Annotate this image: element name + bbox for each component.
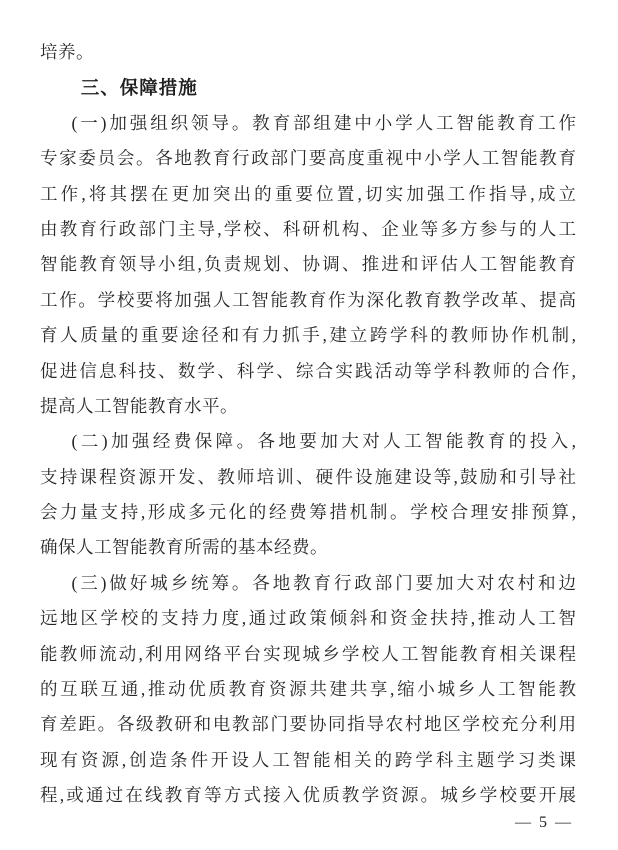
paragraph-start-line: (一)加强组织领导。教育部组建中小学人工智能教育工作	[71, 112, 576, 133]
text-line: 智能教育领导小组,负责规划、协调、推进和评估人工智能教育	[40, 254, 576, 275]
paragraph-end-line: 培养。	[40, 42, 94, 62]
text-line: 的互联互通,推动优质教育资源共建共享,缩小城乡人工智能教	[40, 679, 576, 700]
paragraph-end-line: 确保人工智能教育所需的基本经费。	[40, 537, 328, 558]
text-line: 工作。学校要将加强人工智能教育作为深化教育教学改革、提高	[40, 289, 576, 310]
page-number: — 5 —	[515, 814, 573, 831]
paragraph-end-line: 提高人工智能教育水平。	[40, 395, 238, 416]
paragraph-start-line: (二)加强经费保障。各地要加大对人工智能教育的投入,	[71, 431, 576, 452]
text-line: 促进信息科技、数学、科学、综合实践活动等学科教师的合作,	[40, 360, 576, 381]
text-line: 程,或通过在线教育等方式接入优质教学资源。城乡学校要开展	[40, 785, 576, 806]
text-line: 远地区学校的支持力度,通过政策倾斜和资金扶持,推动人工智	[40, 608, 576, 629]
section-heading: 三、保障措施	[80, 77, 198, 99]
text-line: 支持课程资源开发、教师培训、硬件设施建设等,鼓励和引导社	[40, 466, 576, 487]
text-line: 专家委员会。各地教育行政部门要高度重视中小学人工智能教育	[40, 148, 576, 169]
paragraph-start-line: (三)做好城乡统筹。各地教育行政部门要加大对农村和边	[71, 572, 576, 593]
text-line: 能教师流动,利用网络平台实现城乡学校人工智能教育相关课程	[40, 643, 576, 664]
text-line: 会力量支持,形成多元化的经费筹措机制。学校合理安排预算,	[40, 502, 576, 523]
text-line: 工作,将其摆在更加突出的重要位置,切实加强工作指导,成立	[40, 183, 576, 204]
text-line: 由教育行政部门主导,学校、科研机构、企业等多方参与的人工	[40, 218, 576, 239]
text-line: 育人质量的重要途径和有力抓手,建立跨学科的教师协作机制,	[40, 325, 576, 346]
text-line: 育差距。各级教研和电教部门要协同指导农村地区学校充分利用	[40, 714, 576, 735]
text-line: 现有资源,创造条件开设人工智能相关的跨学科主题学习类课	[40, 749, 576, 770]
text-block	[40, 35, 576, 814]
